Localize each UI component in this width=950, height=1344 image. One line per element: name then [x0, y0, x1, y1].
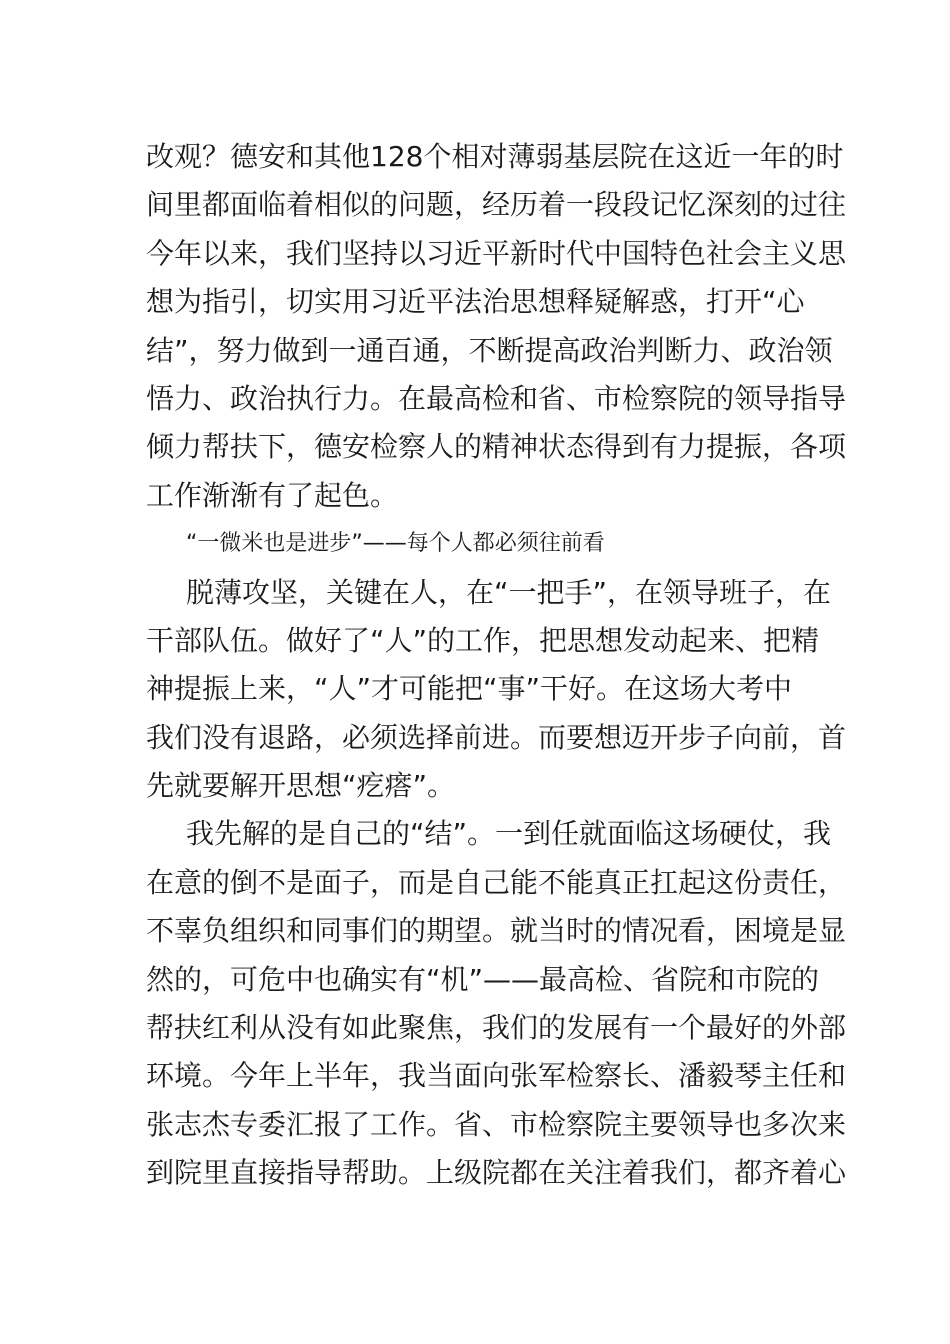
text-line: 悟力、政治执行力。在最高检和省、市检察院的领导指导 [146, 381, 847, 415]
text-line: 先就要解开思想“疙瘩”。 [146, 769, 456, 803]
text-line: 神提振上来，“人”才可能把“事”干好。在这场大考中 [146, 672, 793, 706]
text-line: 我们没有退路，必须选择前进。而要想迈开步子向前，首 [146, 720, 847, 754]
text-line: 间里都面临着相似的问题，经历着一段段记忆深刻的过往 [146, 188, 847, 222]
text-line: 在意的倒不是面子，而是自己能不能真正扛起这份责任， [146, 865, 847, 899]
paragraph-first-line: 脱薄攻坚，关键在人，在“一把手”，在领导班子，在 [186, 575, 832, 609]
text-line: 然的，可危中也确实有“机”——最高检、省院和市院的 [146, 962, 820, 996]
text-line: 改观？德安和其他128个相对薄弱基层院在这近一年的时 [146, 140, 844, 173]
text-line: 想为指引，切实用习近平法治思想释疑解惑，打开“心 [146, 285, 805, 319]
text-line: 今年以来，我们坚持以习近平新时代中国特色社会主义思 [146, 236, 847, 270]
text-line: 工作渐渐有了起色。 [146, 478, 399, 512]
text-line: 倾力帮扶下，德安检察人的精神状态得到有力提振，各项 [146, 430, 847, 464]
text-line: 干部队伍。做好了“人”的工作，把思想发动起来、把精 [146, 623, 820, 657]
article-body [146, 133, 847, 1198]
text-line: 到院里直接指导帮助。上级院都在关注着我们，都齐着心 [146, 1156, 847, 1190]
text-line: 环境。今年上半年，我当面向张军检察长、潘毅琴主任和 [146, 1059, 847, 1093]
section-heading: “一微米也是进步”——每个人都必须往前看 [186, 531, 605, 557]
text-line: 结”，努力做到一通百通，不断提高政治判断力、政治领 [146, 333, 833, 367]
paragraph-first-line: 我先解的是自己的“结”。一到任就面临这场硬仗，我 [186, 817, 832, 851]
text-line: 不辜负组织和同事们的期望。就当时的情况看，困境是显 [146, 914, 847, 948]
text-line: 张志杰专委汇报了工作。省、市检察院主要领导也多次来 [146, 1107, 847, 1141]
text-line: 帮扶红利从没有如此聚焦，我们的发展有一个最好的外部 [146, 1011, 847, 1045]
